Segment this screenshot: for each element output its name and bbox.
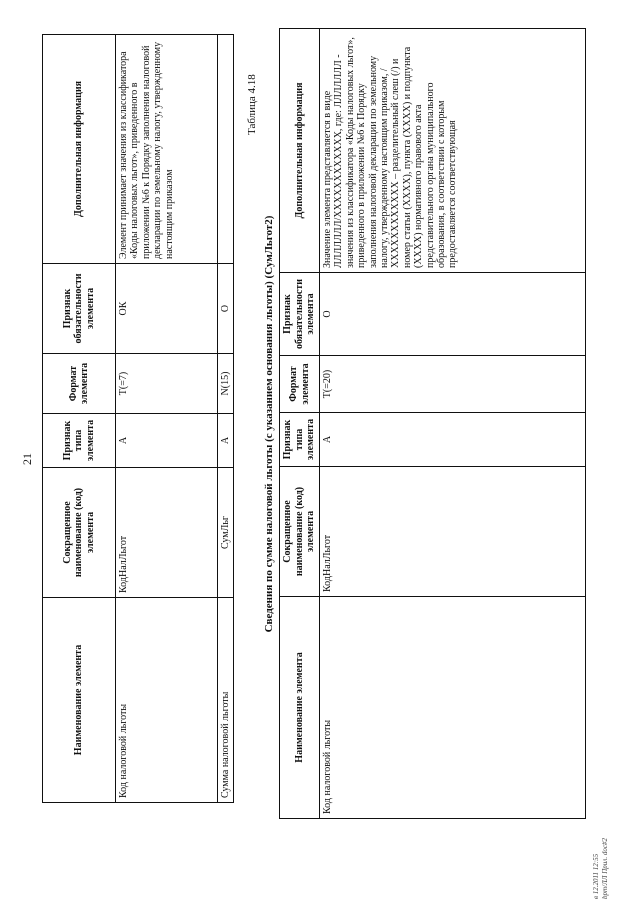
table-header-row bbox=[280, 29, 320, 819]
header-name: Наименование элемента bbox=[280, 597, 320, 819]
table-row bbox=[320, 29, 586, 819]
cell-code: КодНалЛьгот bbox=[116, 468, 218, 598]
cell-info bbox=[218, 35, 234, 264]
cell-type: А bbox=[320, 413, 586, 467]
cell-format: N(15) bbox=[218, 354, 234, 414]
header-type: Признак типа элемента bbox=[280, 413, 320, 467]
cell-required: О bbox=[320, 273, 586, 356]
header-format: Формат элемента bbox=[43, 354, 116, 414]
cell-required: О bbox=[218, 264, 234, 354]
header-type: Признак типа элемента bbox=[43, 414, 116, 468]
header-name: Наименование элемента bbox=[43, 598, 116, 803]
header-format: Формат элемента bbox=[280, 356, 320, 413]
page-number: 21 bbox=[20, 453, 34, 465]
cell-type: А bbox=[218, 414, 234, 468]
cell-info: Значение элемента представляется в виде ЛЛЛЛЛЛЛ/XXXXXXXXXXXX, где: ЛЛЛЛЛЛЛ - значения из классификатора «Коды налоговых льгот», приведенного в приложении №6 к Порядку заполнения налоговой декларации по земельному налогу, утвержденному настоящим приказом, / XXXXXXXXXXXX – разделительный слеш (/) и номер статьи (XXXX), пункта (XXXX) и подпункта (XXXX) нормативного правового акта представительного органа муниципального образования, в соответствии с которым предоставляется соответствующая bbox=[320, 29, 586, 273]
cell-code: СумЛьг bbox=[218, 468, 234, 598]
elements-table-1 bbox=[42, 34, 234, 803]
cell-format: Т(=20) bbox=[320, 356, 586, 413]
cell-type: А bbox=[116, 414, 218, 468]
table-label: Таблица 4.18 bbox=[246, 74, 258, 135]
header-code: Сокращенное наименование (код) элемента bbox=[43, 468, 116, 598]
table-caption: Сведения по сумме налоговой льготы (с указанием основания льготы) (СумЛьгот2) bbox=[263, 215, 275, 633]
cell-code: КодНалЛьгот bbox=[320, 467, 586, 597]
header-required: Признак обязательности элемента bbox=[280, 273, 320, 356]
header-required: Признак обязательности элемента bbox=[43, 264, 116, 354]
table-row bbox=[218, 35, 234, 803]
stamp-line-1: в 12.2011 12:55 bbox=[592, 853, 600, 899]
cell-name: Сумма налоговой льготы bbox=[218, 598, 234, 803]
table-row bbox=[116, 35, 218, 803]
cell-info: Элемент принимает значения из классификатора «Коды налоговых льгот», приведенного в приложении №6 к Порядку заполнения налоговой декларации по земельному налогу, утвержденному настоящим приказом bbox=[116, 35, 218, 264]
header-info: Дополнительная информация bbox=[280, 29, 320, 273]
cell-format: Т(=7) bbox=[116, 354, 218, 414]
header-info: Дополнительная информация bbox=[43, 35, 116, 264]
cell-name: Код налоговой льготы bbox=[116, 598, 218, 803]
file-stamp bbox=[592, 838, 610, 899]
cell-name: Код налоговой льготы bbox=[320, 597, 586, 819]
stamp-line-2: bpm/ЛЛ Прил. doc#2 bbox=[601, 838, 609, 899]
table-header-row bbox=[43, 35, 116, 803]
header-code: Сокращенное наименование (код) элемента bbox=[280, 467, 320, 597]
elements-table-2 bbox=[279, 28, 586, 819]
cell-required: ОК bbox=[116, 264, 218, 354]
